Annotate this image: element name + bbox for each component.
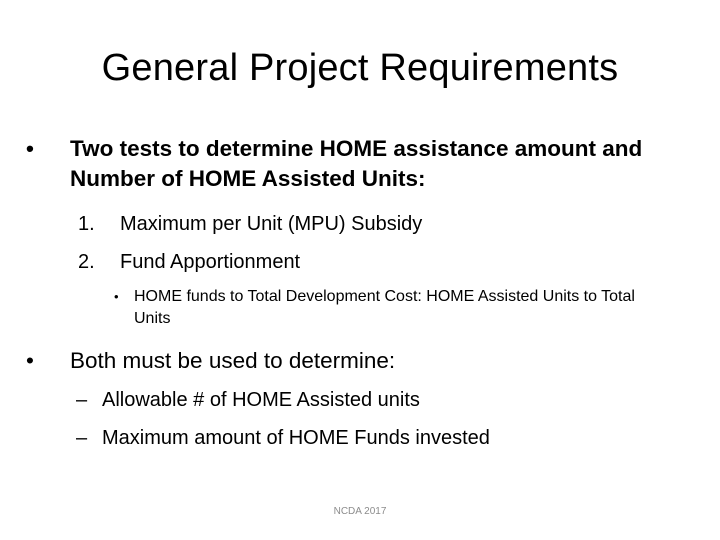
- bullet-text: Two tests to determine HOME assistance amount and Number of HOME Assisted Units:: [70, 136, 643, 191]
- item-number: 2.: [78, 251, 95, 273]
- bullet-text: Both must be used to determine:: [70, 348, 396, 373]
- item-text: Maximum per Unit (MPU) Subsidy: [120, 213, 423, 235]
- bullet-marker: •: [26, 348, 34, 373]
- item-text: Fund Apportionment: [120, 251, 301, 273]
- bullet-marker: •: [114, 289, 119, 304]
- bullet-marker: •: [26, 136, 34, 161]
- bullet-text: HOME funds to Total Development Cost: HOME Assisted Units to Total Units: [134, 288, 635, 327]
- dash-marker: –: [76, 427, 88, 449]
- dash-text: Allowable # of HOME Assisted units: [102, 389, 420, 411]
- slide-footer: NCDA 2017: [333, 506, 387, 517]
- item-number: 1.: [78, 213, 95, 235]
- slide-title: General Project Requirements: [101, 47, 619, 89]
- dash-text: Maximum amount of HOME Funds invested: [102, 427, 490, 449]
- dash-marker: –: [76, 389, 88, 411]
